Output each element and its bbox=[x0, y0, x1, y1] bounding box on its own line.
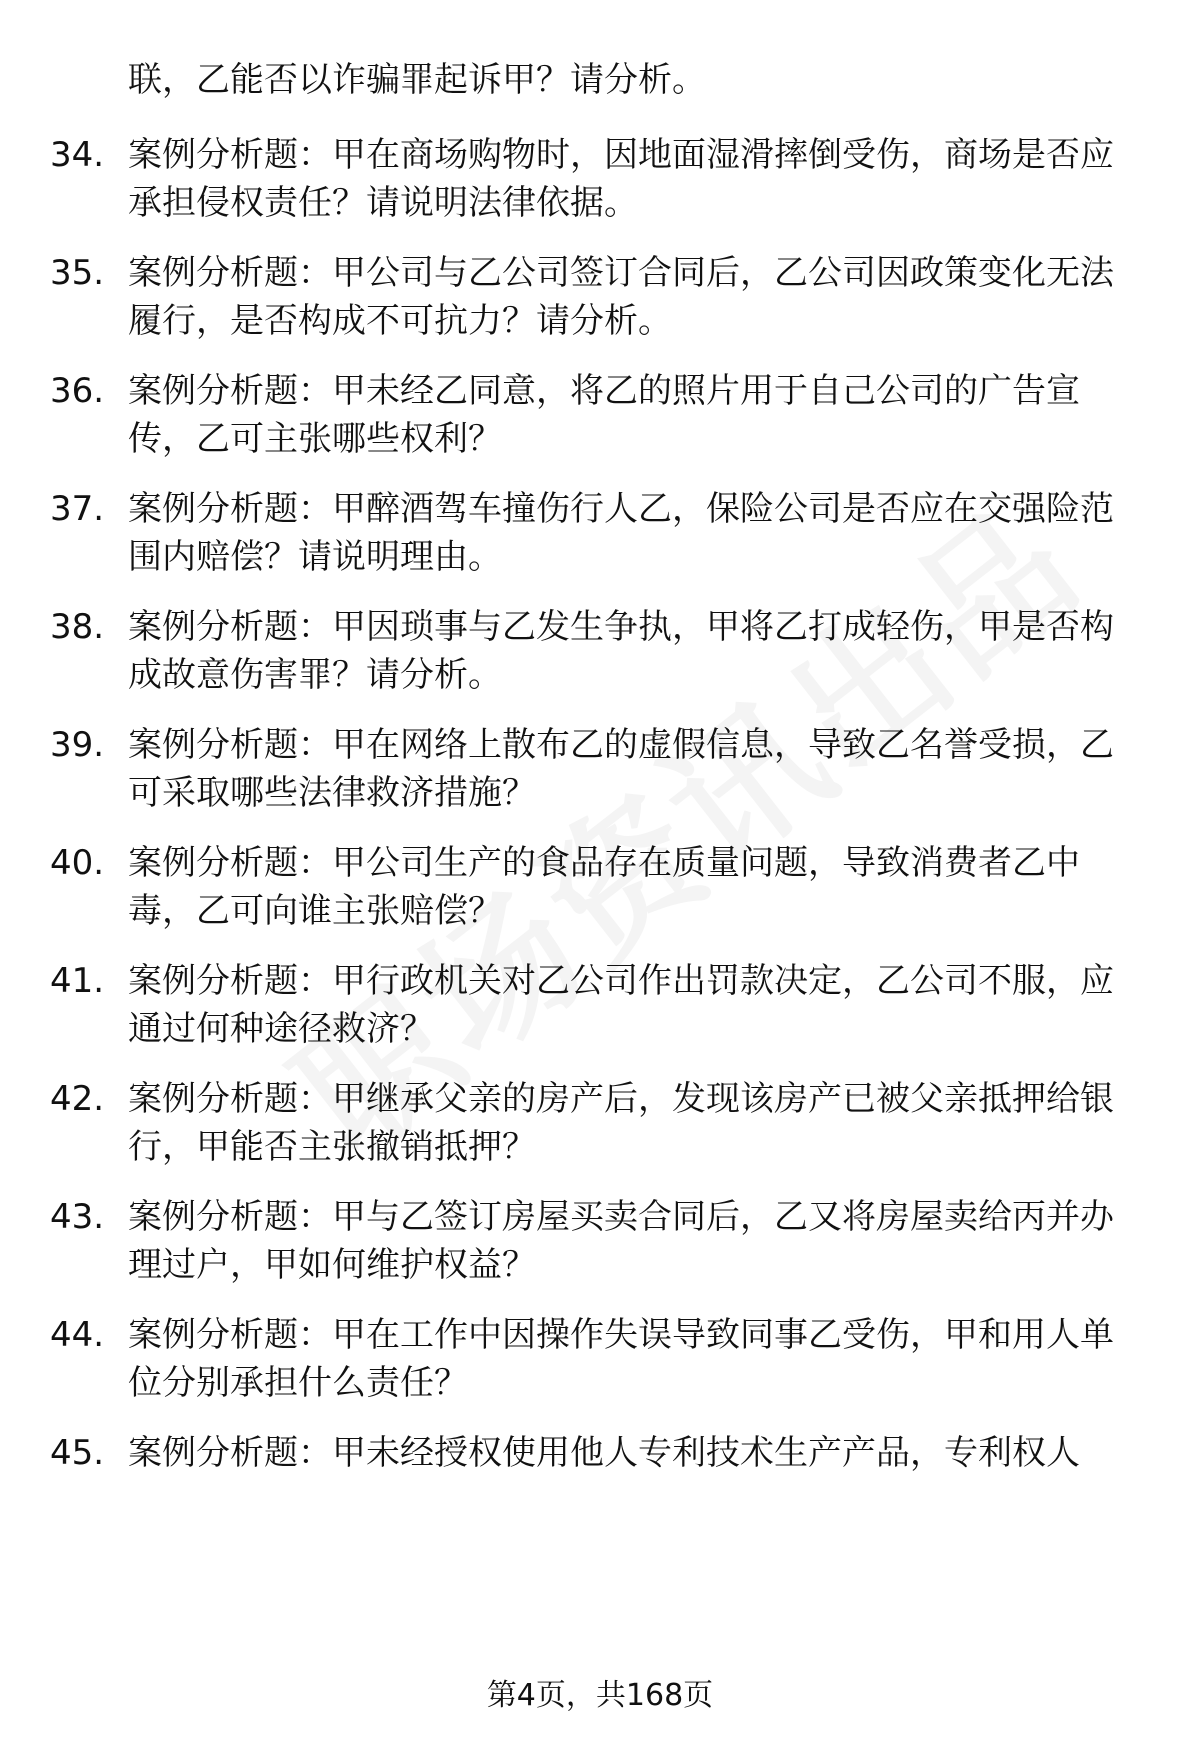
question-number: 36. bbox=[50, 371, 105, 411]
page-footer: 第4页，共168页 bbox=[486, 1678, 714, 1713]
question-number: 37. bbox=[50, 489, 105, 529]
question-number: 34. bbox=[50, 135, 105, 175]
question-number: 35. bbox=[50, 253, 105, 293]
question-text: 案例分析题：甲未经授权使用他人专利技术生产产品，专利权人 bbox=[128, 1433, 1080, 1473]
question-number: 42. bbox=[50, 1079, 105, 1119]
question-text: 案例分析题：甲与乙签订房屋买卖合同后，乙又将房屋卖给丙并办理过户，甲如何维护权益？ bbox=[128, 1197, 1114, 1285]
continued-question-text: 联，乙能否以诈骗罪起诉甲？请分析。 bbox=[128, 60, 706, 100]
question-text: 案例分析题：甲公司生产的食品存在质量问题，导致消费者乙中毒，乙可向谁主张赔偿？ bbox=[128, 843, 1080, 931]
question-text: 案例分析题：甲因琐事与乙发生争执，甲将乙打成轻伤，甲是否构成故意伤害罪？请分析。 bbox=[128, 607, 1114, 695]
question-number: 39. bbox=[50, 725, 105, 765]
question-number: 41. bbox=[50, 961, 105, 1001]
question-text: 案例分析题：甲行政机关对乙公司作出罚款决定，乙公司不服，应通过何种途径救济？ bbox=[128, 961, 1114, 1049]
question-text: 案例分析题：甲在工作中因操作失误导致同事乙受伤，甲和用人单位分别承担什么责任？ bbox=[128, 1315, 1114, 1403]
question-text: 案例分析题：甲公司与乙公司签订合同后，乙公司因政策变化无法履行，是否构成不可抗力？请分析。 bbox=[128, 253, 1114, 341]
question-number: 45. bbox=[50, 1433, 105, 1473]
question-text: 案例分析题：甲未经乙同意，将乙的照片用于自己公司的广告宣传，乙可主张哪些权利？ bbox=[128, 371, 1080, 459]
question-text: 案例分析题：甲醉酒驾车撞伤行人乙，保险公司是否应在交强险范围内赔偿？请说明理由。 bbox=[128, 489, 1114, 577]
question-number: 38. bbox=[50, 607, 105, 647]
question-number: 40. bbox=[50, 843, 105, 883]
question-number: 44. bbox=[50, 1315, 105, 1355]
question-number: 43. bbox=[50, 1197, 105, 1237]
question-text: 案例分析题：甲继承父亲的房产后，发现该房产已被父亲抵押给银行，甲能否主张撤销抵押？ bbox=[128, 1079, 1114, 1167]
question-text: 案例分析题：甲在网络上散布乙的虚假信息，导致乙名誉受损，乙可采取哪些法律救济措施？ bbox=[128, 725, 1114, 813]
question-text: 案例分析题：甲在商场购物时，因地面湿滑摔倒受伤，商场是否应承担侵权责任？请说明法律依据。 bbox=[128, 135, 1114, 223]
